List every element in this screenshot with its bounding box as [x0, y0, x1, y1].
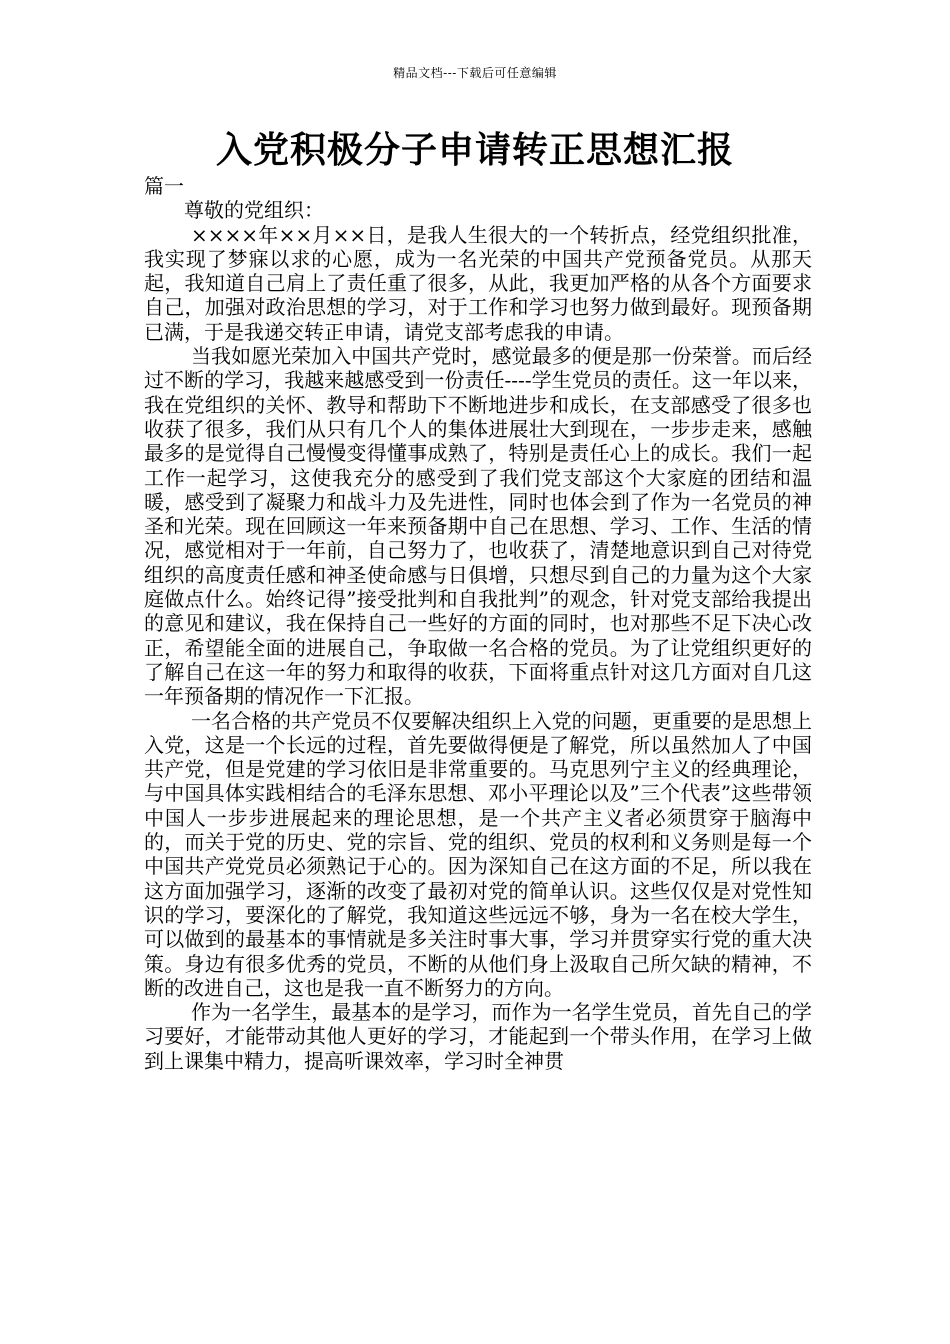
paragraph-1: ××××年××月××日，是我人生很大的一个转折点，经党组织批准，我实现了梦寐以求的心愿，成为一名光荣的中国共产党预备党员。从那天起，我知道自己肩上了责任重了很多，从此，我更加严格的从各个方面要求自己，加强对政治思想的学习，对于工作和学习也努力做到最好。现预备期已满，于是我递交转正申请，请党支部考虑我的申请。 — [144, 222, 812, 344]
document-title: 入党积极分子申请转正思想汇报 — [215, 130, 734, 171]
section-label: 篇一 — [144, 174, 184, 198]
salutation: 尊敬的党组织： — [184, 198, 324, 223]
paragraph-2: 当我如愿光荣加入中国共产党时，感觉最多的便是那一份荣誉。而后经过不断的学习，我越来越感受到一份责任----学生党员的责任。这一年以来，我在党组织的关怀、教导和帮助下不断地进步和成长，在支部感受了很多也收获了很多，我们从只有几个人的集体进展壮大到现在，一步步走来，感触最多的是觉得自己慢慢变得懂事成熟了，特别是责任心上的成长。我们一起工作一起学习，这使我充分的感受到了我们党支部这个大家庭的团结和温暖，感受到了凝聚力和战斗力及先进性，同时也体会到了作为一名党员的神圣和光荣。现在回顾这一年来预备期中自己在思想、学习、工作、生活的情况，感觉相对于一年前，自己努力了，也收获了，清楚地意识到自己对待党组织的高度责任感和神圣使命感与日俱增，只想尽到自己的力量为这个大家庭做点什么。始终记得”接受批判和自我批判”的观念，针对党支部给我提出的意见和建议，我在保持自己一些好的方面的同时，也对那些不足下决心改正，希望能全面的进展自己，争取做一名合格的党员。为了让党组织更好的了解自己在这一年的努力和取得的收获，下面将重点针对这几方面对自几这一年预备期的情况作一下汇报。 — [144, 344, 812, 709]
document-body — [144, 174, 812, 1073]
paragraph-4: 作为一名学生，最基本的是学习，而作为一名学生党员，首先自己的学习要好，才能带动其他人更好的学习，才能起到一个带头作用，在学习上做到上课集中精力，提高听课效率，学习时全神贯 — [144, 1000, 812, 1073]
page-header: 精品文档---下载后可任意编辑 — [393, 66, 557, 80]
paragraph-3: 一名合格的共产党员不仅要解决组织上入党的问题，更重要的是思想上入党，这是一个长远的过程，首先要做得便是了解党，所以虽然加人了中国共产党，但是党建的学习依旧是非常重要的。马克思列宁主义的经典理论，与中国具体实践相结合的毛泽东思想、邓小平理论以及”三个代表”这些带领中国人一步步进展起来的理论思想，是一个共产主义者必须贯穿于脑海中的，而关于党的历史、党的宗旨、党的组织、党员的权利和义务则是每一个中国共产党党员必须熟记于心的。因为深知自己在这方面的不足，所以我在这方面加强学习，逐渐的改变了最初对党的简单认识。这些仅仅是对党性知识的学习，要深化的了解党，我知道这些远远不够，身为一名在校大学生，可以做到的最基本的事情就是多关注时事大事，学习并贯穿实行党的重大决策。身边有很多优秀的党员，不断的从他们身上汲取自己所欠缺的精神，不断的改进自己，这也是我一直不断努力的方向。 — [144, 708, 812, 1000]
